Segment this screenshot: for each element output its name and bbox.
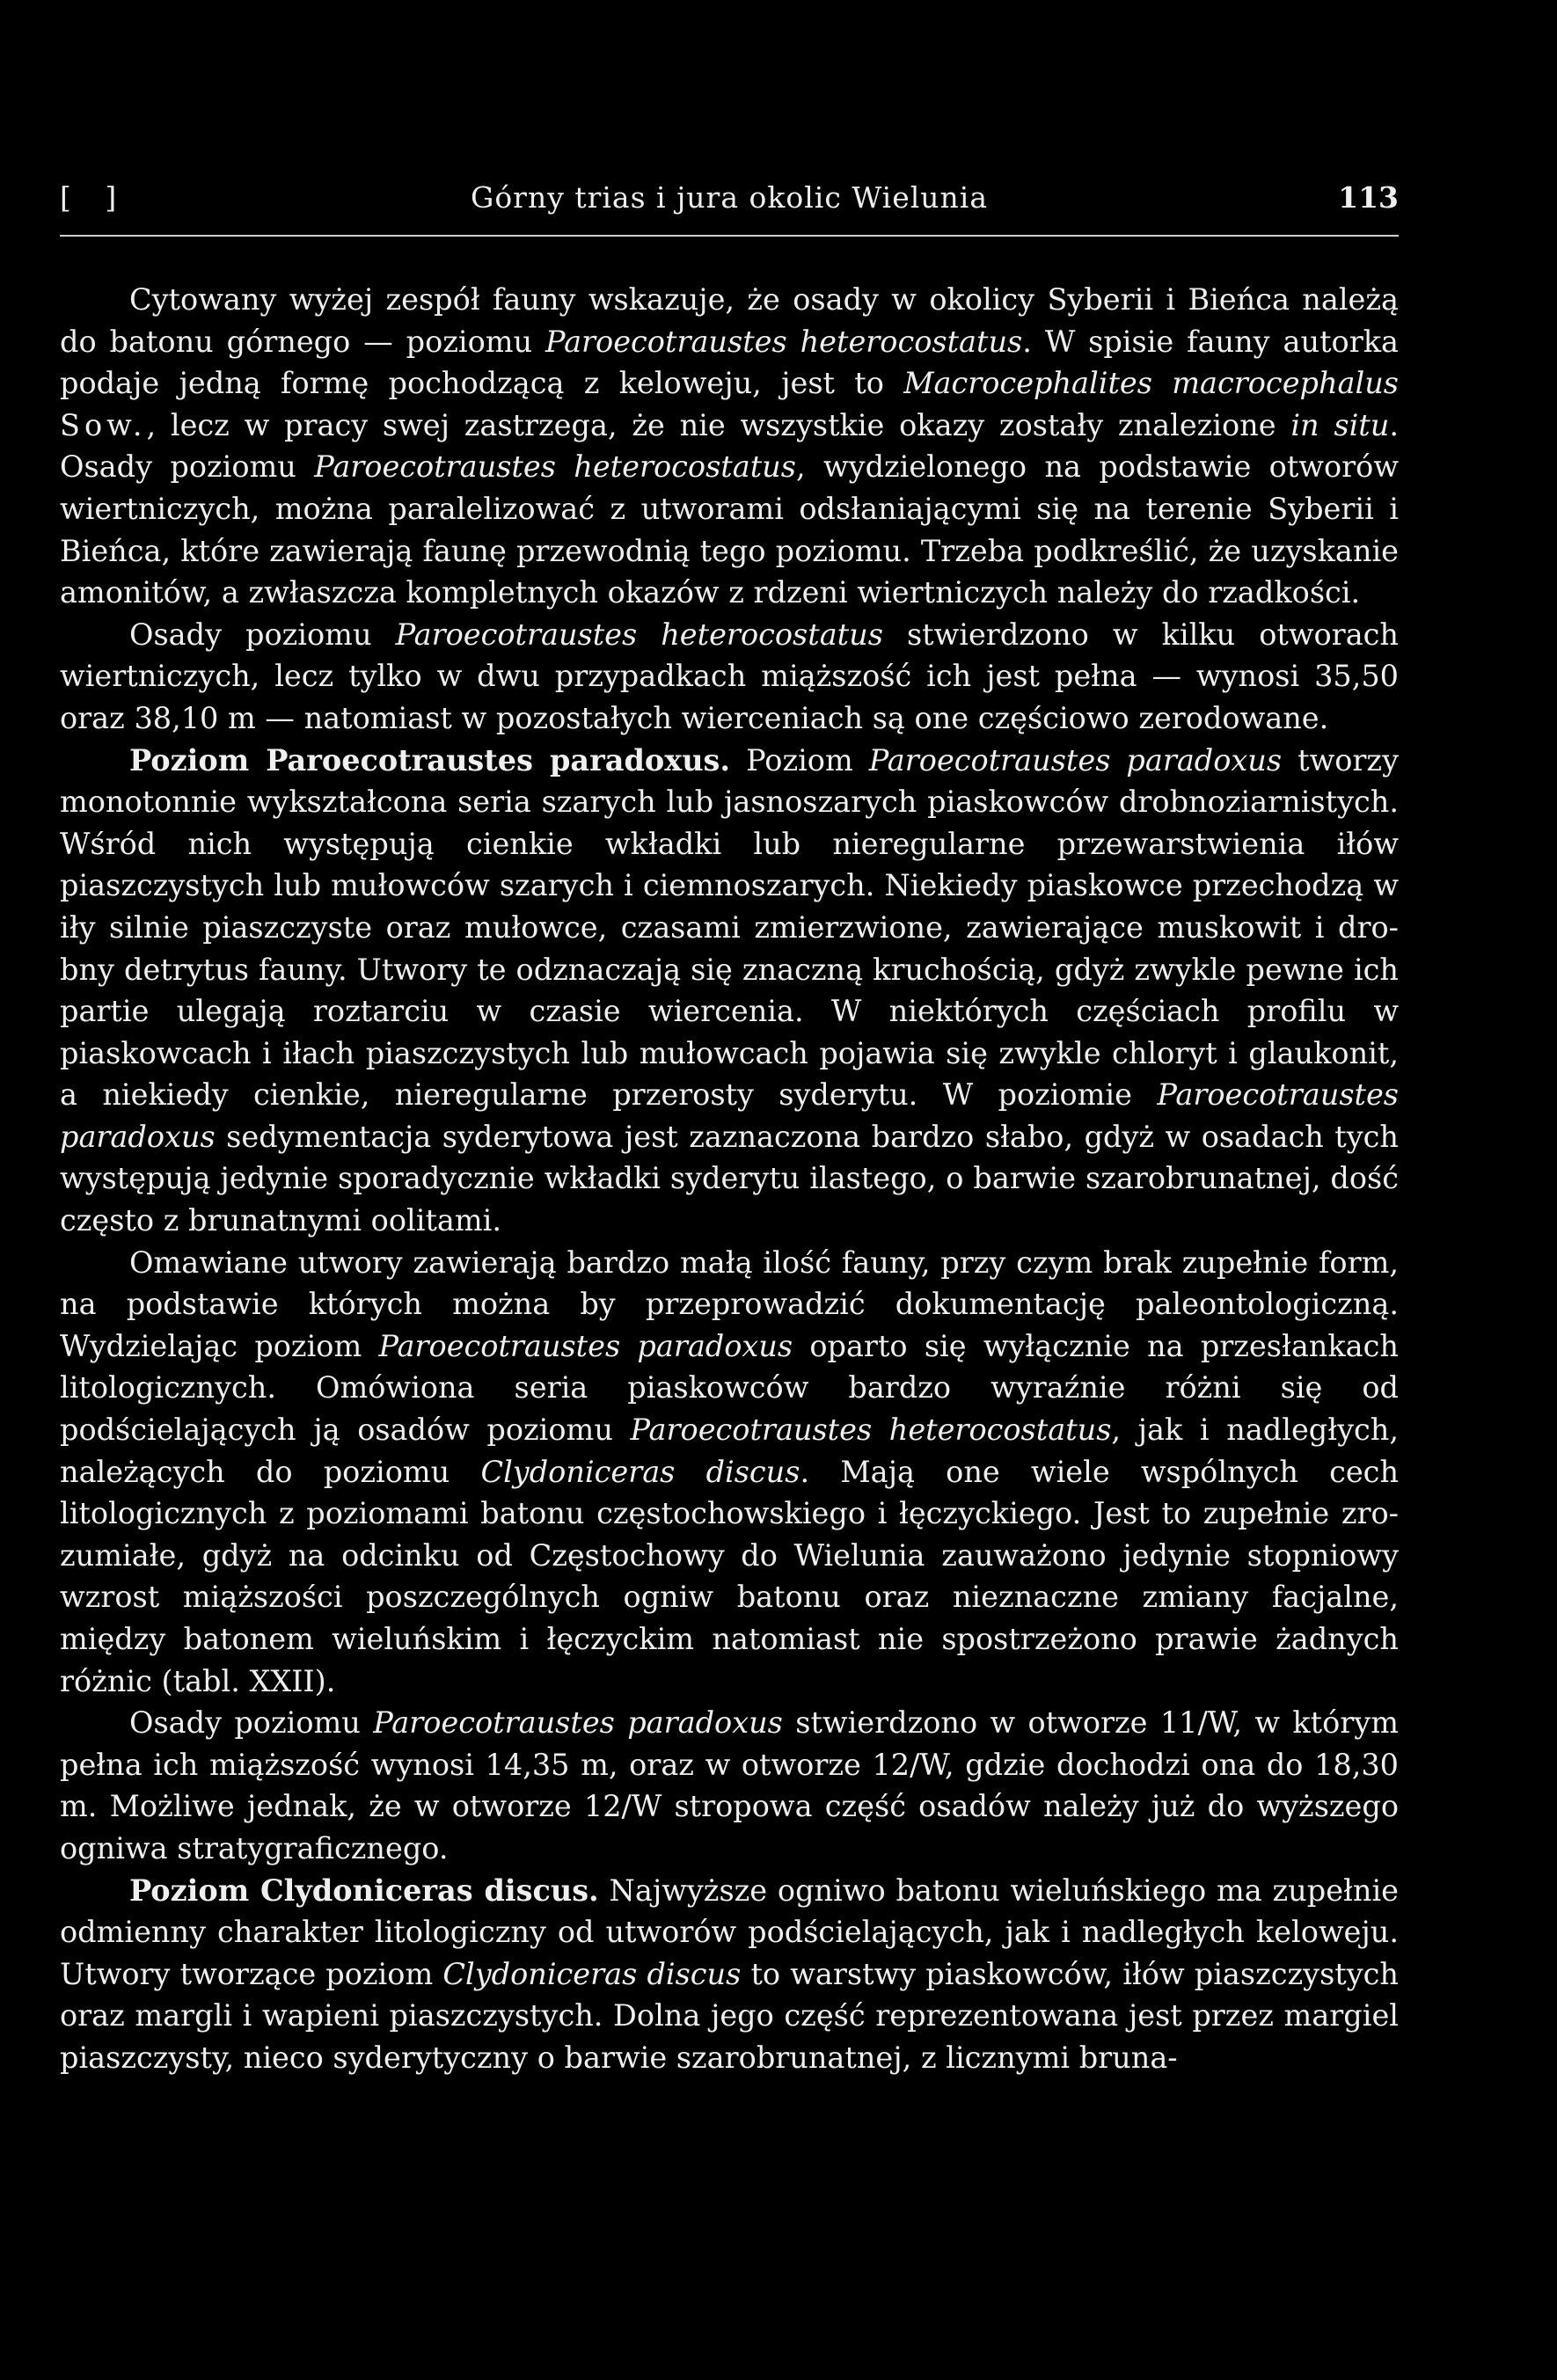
document-page: [60, 180, 1399, 2079]
paragraph-text: Osady poziomu: [129, 1705, 374, 1741]
paragraph-text: , lecz w pracy swej zastrzega, że nie wszystkie okazy zostały znalezione: [146, 407, 1291, 442]
paragraph-text: stwierdzono w kilku otworach wiertniczych, lecz tylko w dwu przypadkach miąższość ich jest pełna — wynosi 35,50 oraz 38,10 m — natomiast w pozostałych wierceniach są one częściowo zerodowane.: [60, 617, 1400, 735]
section-heading: Poziom Clydoniceras discus.: [129, 1873, 599, 1908]
taxon-name: Paroecotraustes heterocostatus: [630, 1413, 1112, 1448]
paragraph-text: Poziom: [730, 742, 869, 778]
running-header: [60, 180, 1399, 226]
paragraph: [60, 1242, 1399, 1703]
paragraph-text: stwierdzono w otworze 11/W, w którym pełna ich miąższość wynosi 14,35 m, oraz w otworze 12/W, gdzie dochodzi ona do 18,30 m. Możliwe jednak, że w otworze 12/W stropowa część osadów należy już do wyższego ogniwa stratygraficznego.: [60, 1705, 1399, 1865]
taxon-name: Paroecotraustes paradoxus: [868, 742, 1283, 778]
body-text: [60, 279, 1399, 2079]
paragraph-text: . Osady poziomu: [60, 407, 1399, 485]
taxon-name: Clydoniceras discus: [480, 1454, 800, 1489]
paragraph: [60, 279, 1399, 614]
taxon-name: Paroecotraustes paradoxus: [373, 1705, 783, 1741]
paragraph: [60, 614, 1399, 740]
section-heading: Poziom Paroecotraustes paradoxus.: [129, 742, 731, 778]
header-brackets: [ ]: [60, 180, 129, 215]
author-abbreviation: Sow.: [60, 407, 147, 442]
taxon-name: Macrocephalites macrocephalus: [903, 366, 1399, 401]
paragraph-text: oparto się wyłącznie na przesłankach litologicznych. Omówiona seria piaskowców bardzo wyraźnie różni się od podścielających ją osadów poziomu: [60, 1328, 1399, 1448]
taxon-name: Paroecotraustes heterocostatus: [545, 324, 1023, 359]
paragraph-text: Omawiane utwory zawierają bardzo małą ilość fauny, przy czym brak zupełnie form, na podstawie których można by przeprowadzić dokumentację paleontologiczną. Wydzielając poziom: [60, 1245, 1399, 1363]
paragraph: [60, 740, 1399, 1242]
taxon-name: Clydoniceras discus: [442, 1956, 742, 1991]
page-number: 113: [1338, 180, 1399, 215]
paragraph-text: Cytowany wyżej zespół fauny wskazuje, że osady w okolicy Syberii i Bieńca należą do batonu górnego — poziomu: [60, 282, 1399, 359]
running-title: Górny trias i jura okolic Wielunia: [470, 180, 989, 215]
taxon-name: Paroecotraustes heterocostatus: [395, 617, 883, 652]
header-rule: [60, 235, 1399, 237]
taxon-name: Paroecotraustes paradoxus: [60, 1077, 1399, 1154]
paragraph: [60, 1702, 1399, 1869]
paragraph-text: tworzy monotonnie wykształcona seria szarych lub jasnoszarych piaskowców drobnoziarnistych. Wśród nich występują cienkie wkładki lub nieregularne przewarstwienia iłów piaszczystych lub mułowców szarych i ciemnoszarych. Niekiedy piaskowce przechodzą w iły silnie piaszczyste oraz mułowce, czasami zmierzwione, zawierające muskowit i drobny detrytus fauny. Utwory te odznaczają się znaczną kruchością, gdyż zwykle pewne ich partie ulegają roztarciu w czasie wiercenia. W niektórych częściach profilu w piaskowcach i iłach piaszczystych lub mułowcach pojawia się zwykle chloryt i glaukonit, a niekiedy cienkie, nieregularne przerosty syderytu. W poziomie: [60, 742, 1399, 1113]
paragraph-text: , wydzielonego na podstawie otworów wiertniczych, można paralelizować z utworami odsłaniającymi się na terenie Syberii i Bieńca, które zawierają faunę przewodnią tego poziomu. Trzeba podkreślić, że uzyskanie amonitów, a zwłaszcza kompletnych okazów z rdzeni wiertniczych należy do rzadkości.: [60, 449, 1399, 610]
taxon-name: Paroecotraustes paradoxus: [378, 1328, 793, 1363]
paragraph-text: to warstwy piaskowców, iłów piaszczystych oraz margli i wapieni piaszczystych. Dolna jego część reprezentowana jest przez margiel piaszczysty, nieco syderytyczny o barwie szarobrunatnej, z licznymi bruna-: [60, 1956, 1399, 2075]
paragraph-text: . Mają one wiele wspólnych cech litologicznych z poziomami batonu częstochowskiego i łęczyckiego. Jest to zupełnie zrozumiałe, gdyż na odcinku od Częstochowy do Wielunia zauważono jedynie stopniowy wzrost miąższości poszczególnych ogniw batonu oraz nieznaczne zmiany facjalne, między batonem wieluńskim i łęczyckim natomiast nie spostrzeżono prawie żadnych różnic (tabl. XXII).: [60, 1454, 1400, 1698]
paragraph-text: sedymentacja syderytowa jest zaznaczona bardzo słabo, gdyż w osadach tych występują jedynie sporadycznie wkładki syderytu ilastego, o barwie szarobrunatnej, dość często z brunatnymi oolitami.: [60, 1119, 1399, 1238]
paragraph: [60, 1870, 1399, 2079]
paragraph-text: Osady poziomu: [129, 617, 396, 652]
paragraph-text: . W spisie fauny autorka podaje jedną formę pochodzącą z keloweju, jest to: [60, 324, 1399, 401]
paragraph-text: Najwyższe ogniwo batonu wieluńskiego ma zupełnie odmienny charakter litologiczny od utworów podścielających, jak i nadległych keloweju. Utwory tworzące poziom: [60, 1873, 1400, 1991]
taxon-name: in situ: [1290, 407, 1390, 442]
paragraph-text: , jak i nadległych, należących do poziomu: [60, 1413, 1400, 1489]
taxon-name: Paroecotraustes heterocostatus: [314, 449, 796, 485]
